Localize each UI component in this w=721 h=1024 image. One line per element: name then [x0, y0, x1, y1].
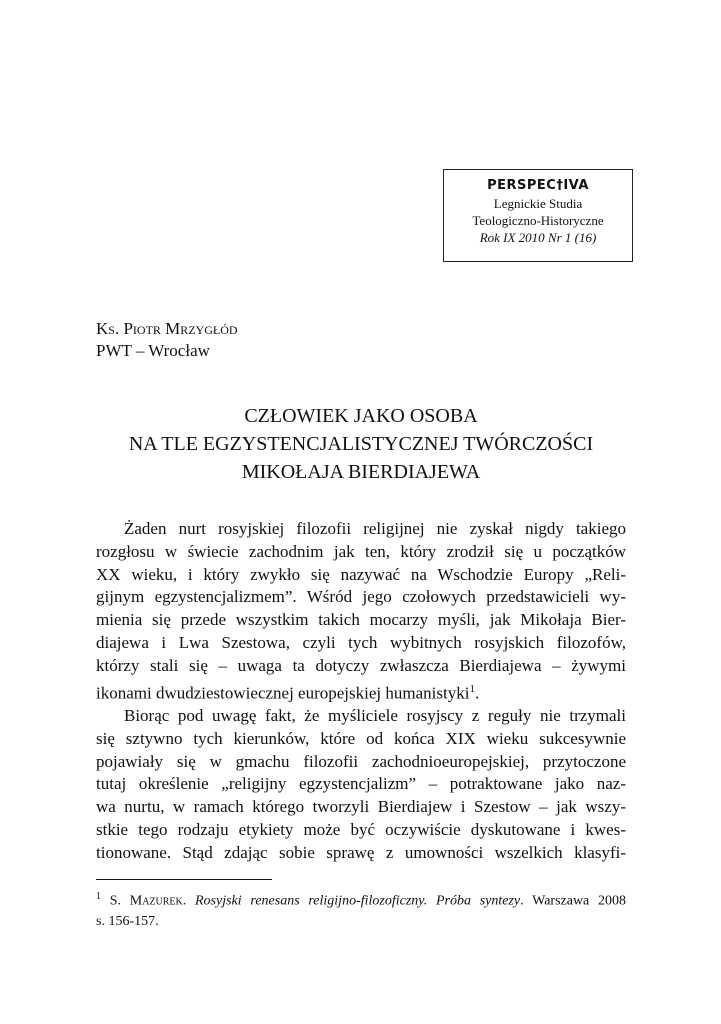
title-line-1: CZŁOWIEK JAKO OSOBA [244, 405, 478, 427]
text-line: tionowane. Stąd zdając sobie sprawę z umowności wszelkich klasyfi- [96, 842, 626, 862]
journal-issue: Rok IX 2010 Nr 1 (16) [479, 230, 597, 245]
text-line: XX wieku, i który zwykło się nazywać na Wschodzie Europy „Reli- [96, 564, 626, 584]
text-line: ikonami dwudziestowiecznej europejskiej humanistyki$^1$. [96, 682, 480, 703]
journal-info-box [443, 169, 633, 262]
footnote-ref[interactable]: 1 [469, 682, 475, 695]
article-title [96, 402, 626, 486]
footnote-number: 1 [96, 891, 101, 902]
text-line: którzy stali się – uwaga ta dotyczy zwłaszcza Bierdiajewa – żywymi [96, 655, 626, 675]
text-line: wa nurtu, w ramach którego tworzyli Bierdiajew i Szestow – jak wszy- [96, 797, 626, 817]
footnote-rest: . Warszawa 2008 [520, 893, 627, 909]
text-line: mienia się przede wszystkim takich mocarzy myśli, jak Mikołaja Bier- [96, 610, 626, 630]
journal-subtitle-1: Legnickie Studia [493, 196, 583, 211]
footnote-divider [96, 879, 272, 880]
footnote-line-1: $^1$ S. Mazurek. Rosyjski renesans religijno-filozoficzny. Próba syntezy. Warszawa 2008 [96, 891, 627, 909]
footnote-line-2: s. 156-157. [96, 913, 159, 929]
text-line: stkie tego rodzaju etykiety może być oczywiście dyskutowane i kwes- [96, 820, 626, 840]
paragraph-1 [96, 518, 626, 705]
journal-name: PERSPEC†IVA [487, 178, 589, 193]
footnote [96, 887, 626, 932]
text-line: Biorąc pod uwagę fakt, że myśliciele rosyjscy z reguły nie trzymali [124, 706, 626, 726]
journal-subtitle-2: Teologiczno-Historyczne [472, 213, 604, 228]
text-line-content: ikonami dwudziestowiecznej europejskiej humanistyki [96, 683, 470, 703]
text-line: diajewa i Lwa Szestowa, czyli tych wybitnych rosyjskich filozofów, [96, 632, 626, 652]
text-line: się sztywno tych kierunków, które od końca XIX wieku sukcesywnie [96, 728, 626, 748]
text-line: rozgłosu w świecie zachodnim jak ten, który zrodził się u początków [96, 541, 626, 561]
author-affiliation: PWT – Wrocław [96, 341, 210, 360]
text-line: gijnym egzystencjalizmem”. Wśród jego czołowych przedstawicieli wy- [96, 587, 626, 607]
text-line: tutaj określenie „religijny egzystencjalizm” – potraktowane jako naz- [96, 774, 626, 794]
text-line: pojawiały się w gmachu filozofii zachodnioeuropejskiej, przytoczone [96, 751, 626, 771]
article-body [96, 518, 626, 865]
title-line-3: MIKOŁAJA BIERDIAJEWA [241, 461, 481, 483]
paragraph-2 [96, 705, 626, 865]
text-line: Żaden nurt rosyjskiej filozofii religijnej nie zyskał nigdy takiego [124, 519, 626, 538]
footnote-title: Rosyjski renesans religijno-filozoficzny. Próba syntezy [195, 893, 521, 909]
title-line-2: NA TLE EGZYSTENCJALISTYCZNEJ TWÓRCZOŚCI [128, 433, 594, 455]
author-name: Ks. Piotr Mrzygłód [96, 319, 238, 338]
footnote-author: S. Mazurek [109, 893, 183, 909]
author-block [96, 318, 238, 362]
